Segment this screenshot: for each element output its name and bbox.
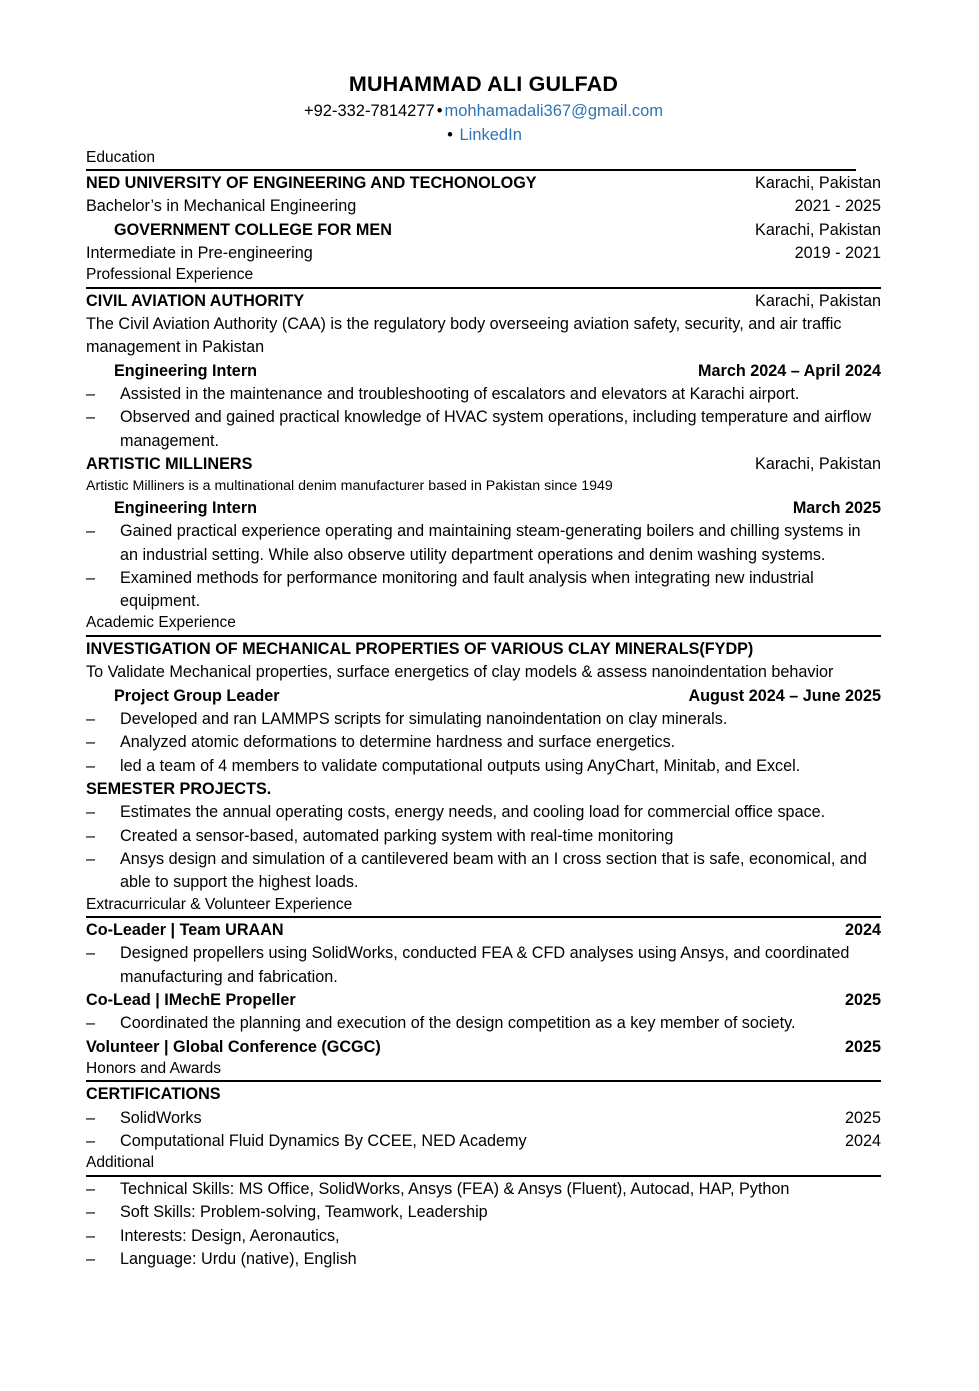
extracurricular-bullet-0-0: Designed propellers using SolidWorks, conducted FEA & CFD analyses using Ansys, and coordinated manufacturing and fabrication. — [120, 944, 850, 986]
dash-icon: – — [86, 756, 96, 775]
contact-separator-icon: • — [436, 101, 443, 120]
list-item — [86, 1248, 881, 1271]
experience-role-1: Engineering Intern — [114, 498, 258, 517]
list-item — [86, 848, 881, 895]
dash-icon: – — [86, 408, 96, 427]
dash-icon: – — [86, 1132, 96, 1151]
education-location-1: Karachi, Pakistan — [755, 220, 881, 239]
section-rule-education — [86, 169, 856, 171]
list-item — [86, 825, 881, 848]
dash-icon: – — [86, 1108, 96, 1127]
section-rule-academic — [86, 635, 881, 637]
section-title-professional: Professional Experience — [86, 266, 254, 284]
list-item — [86, 406, 881, 453]
dash-icon: – — [86, 849, 96, 868]
additional-item-3: Language: Urdu (native), English — [120, 1249, 357, 1268]
list-item — [86, 801, 881, 824]
dash-icon: – — [86, 826, 96, 845]
section-academic-experience — [86, 613, 881, 894]
candidate-name: MUHAMMAD ALI GULFAD — [348, 72, 619, 96]
academic-role: Project Group Leader — [114, 686, 280, 705]
dash-icon: – — [86, 803, 96, 822]
education-org-1: GOVERNMENT COLLEGE FOR MEN — [114, 220, 392, 239]
dash-icon: – — [86, 1203, 96, 1222]
section-rule-honors — [86, 1080, 881, 1082]
education-entry-org-row — [86, 172, 881, 195]
contact-line-secondary — [86, 124, 881, 148]
semester-projects-heading: SEMESTER PROJECTS. — [86, 779, 272, 798]
semester-bullet-0: Estimates the annual operating costs, energy needs, and cooling load for commercial office space. — [120, 803, 826, 822]
email-link[interactable]: mohhamadali367@gmail.com — [444, 101, 664, 120]
extracurricular-date-0: 2024 — [844, 921, 881, 939]
education-location-0: Karachi, Pakistan — [755, 174, 881, 193]
extracurricular-org-0: Co-Leader | Team URAAN — [86, 921, 284, 939]
list-item — [86, 942, 881, 989]
experience-bullet-1-0: Gained practical experience operating and maintaining steam-generating boilers and chilling systems in an industrial setting. While also observe utility department operations and denim washing systems. — [120, 522, 861, 564]
experience-org-row-1 — [86, 453, 881, 476]
list-item — [86, 731, 881, 754]
experience-role-0: Engineering Intern — [114, 361, 258, 380]
experience-location-0: Karachi, Pakistan — [755, 291, 881, 310]
academic-project-title: INVESTIGATION OF MECHANICAL PROPERTIES OF VARIOUS CLAY MINERALS(FYDP) — [86, 639, 754, 658]
list-item — [86, 1225, 881, 1248]
experience-bullet-0-1: Observed and gained practical knowledge of HVAC system operations, including temperature and airflow management. — [120, 408, 872, 450]
extracurricular-date-1: 2025 — [844, 990, 881, 1009]
experience-bullet-1-1: Examined methods for performance monitoring and fault analysis when integrating new industrial equipment. — [120, 568, 814, 611]
section-title-extracurricular: Extracurricular & Volunteer Experience — [86, 895, 353, 913]
experience-org-1: ARTISTIC MILLINERS — [86, 455, 253, 474]
dash-icon: – — [86, 1014, 96, 1033]
semester-bullet-1: Created a sensor-based, automated parking system with real-time monitoring — [120, 826, 674, 845]
education-org-0: NED UNIVERSITY OF ENGINEERING AND TECHONOLOGY — [86, 174, 537, 193]
section-rule-additional — [86, 1175, 881, 1177]
additional-item-2: Interests: Design, Aeronautics, — [120, 1226, 340, 1245]
dash-icon: – — [86, 709, 96, 728]
academic-role-row — [86, 685, 881, 708]
dash-icon: – — [86, 385, 96, 404]
linkedin-link[interactable]: LinkedIn — [459, 125, 522, 144]
experience-description-0: The Civil Aviation Authority (CAA) is the regulatory body overseeing aviation safety, security, and air traffic management in Pakistan — [86, 315, 842, 357]
extracurricular-row-1 — [86, 989, 881, 1012]
academic-bullet-1: Analyzed atomic deformations to determine hardness and surface energetics. — [120, 733, 676, 752]
dash-icon: – — [86, 568, 96, 587]
dash-icon: – — [86, 944, 96, 963]
document-header — [86, 0, 881, 148]
section-title-honors: Honors and Awards — [86, 1059, 221, 1077]
semester-bullet-2: Ansys design and simulation of a cantilevered beam with an I cross section that is safe, economical, and able to support the highest loads. — [120, 849, 867, 892]
contact-line-primary — [86, 100, 881, 124]
education-entry-degree-row — [86, 195, 881, 218]
education-degree-1: Intermediate in Pre-engineering — [86, 244, 313, 262]
section-title-education: Education — [86, 148, 155, 166]
certification-text-1: Computational Fluid Dynamics By CCEE, NED Academy — [120, 1132, 527, 1151]
section-education — [86, 148, 881, 266]
dash-icon: – — [86, 1249, 96, 1268]
dash-icon: – — [86, 522, 96, 541]
education-dates-0: 2021 - 2025 — [794, 197, 881, 216]
section-extracurricular — [86, 895, 881, 1059]
academic-bullet-2: led a team of 4 members to validate computational outputs using AnyChart, Minitab, and Excel. — [120, 756, 801, 775]
list-item — [86, 1178, 881, 1201]
section-rule-professional — [86, 287, 881, 289]
extracurricular-org-2: Volunteer | Global Conference (GCGC) — [86, 1037, 381, 1056]
list-item — [86, 708, 881, 731]
resume-content — [86, 0, 881, 1271]
list-item — [86, 755, 881, 778]
certification-date-1: 2024 — [844, 1132, 881, 1151]
certification-date-0: 2025 — [844, 1108, 881, 1127]
phone-number: +92-332-7814277 — [303, 101, 435, 120]
dash-icon: – — [86, 733, 96, 752]
additional-item-1: Soft Skills: Problem-solving, Teamwork, Leadership — [120, 1203, 488, 1222]
list-item — [86, 567, 881, 614]
section-title-additional: Additional — [86, 1154, 155, 1172]
academic-dates: August 2024 – June 2025 — [688, 686, 881, 705]
extracurricular-row-2 — [86, 1036, 881, 1059]
education-entry-degree-row-2 — [86, 242, 881, 265]
contact-separator-icon-2: • — [447, 125, 453, 144]
certifications-heading: CERTIFICATIONS — [86, 1085, 221, 1104]
experience-org-0: CIVIL AVIATION AUTHORITY — [86, 291, 305, 310]
list-item — [86, 383, 881, 406]
education-entry-org-row-2 — [86, 219, 881, 242]
experience-dates-1: March 2025 — [792, 498, 881, 517]
certification-row-0 — [120, 1107, 881, 1130]
extracurricular-row-0 — [86, 919, 881, 942]
academic-bullet-0: Developed and ran LAMMPS scripts for simulating nanoindentation on clay minerals. — [120, 709, 728, 728]
list-item — [86, 1107, 881, 1130]
extracurricular-bullet-1-0: Coordinated the planning and execution of the design competition as a key member of society. — [120, 1014, 796, 1033]
section-honors-awards — [86, 1059, 881, 1153]
experience-role-row-0 — [86, 360, 881, 383]
list-item — [86, 520, 881, 567]
education-dates-1: 2019 - 2021 — [794, 244, 881, 262]
section-professional-experience — [86, 265, 881, 613]
dash-icon: – — [86, 1179, 96, 1198]
section-rule-extracurricular — [86, 916, 881, 918]
academic-project-description: To Validate Mechanical properties, surface energetics of clay models & assess nanoindentation behavior — [86, 663, 834, 682]
extracurricular-date-2: 2025 — [844, 1037, 881, 1056]
experience-bullet-0-0: Assisted in the maintenance and troubleshooting of escalators and elevators at Karachi airport. — [120, 385, 800, 404]
certification-row-1 — [120, 1130, 881, 1153]
experience-org-row-0 — [86, 290, 881, 313]
list-item — [86, 1130, 881, 1153]
experience-role-row-1 — [86, 497, 881, 520]
list-item — [86, 1012, 881, 1035]
dash-icon: – — [86, 1226, 96, 1245]
experience-location-1: Karachi, Pakistan — [755, 455, 881, 474]
additional-item-0: Technical Skills: MS Office, SolidWorks, Ansys (FEA) & Ansys (Fluent), Autocad, HAP, Python — [120, 1179, 790, 1198]
section-additional — [86, 1153, 881, 1271]
experience-dates-0: March 2024 – April 2024 — [698, 361, 881, 380]
extracurricular-org-1: Co-Lead | IMechE Propeller — [86, 990, 296, 1009]
section-title-academic: Academic Experience — [86, 614, 236, 632]
certification-text-0: SolidWorks — [120, 1108, 202, 1127]
list-item — [86, 1201, 881, 1224]
experience-description-1: Artistic Milliners is a multinational denim manufacturer based in Pakistan since 1949 — [86, 478, 613, 495]
education-degree-0: Bachelor’s in Mechanical Engineering — [86, 197, 357, 216]
